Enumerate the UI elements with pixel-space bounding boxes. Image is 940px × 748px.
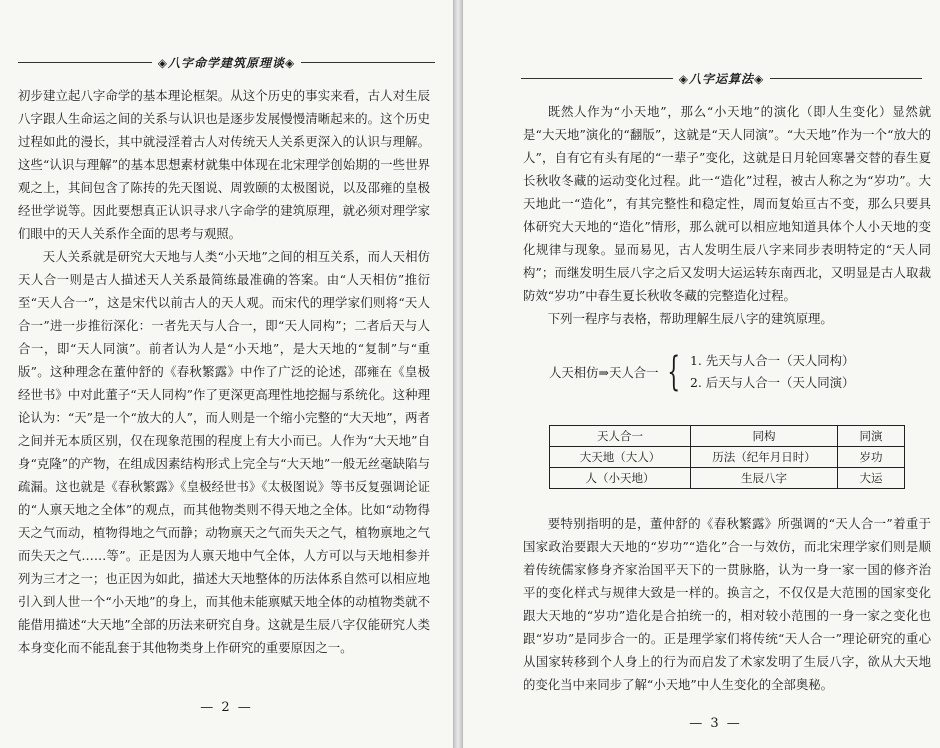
flow-branches	[690, 350, 854, 394]
right-header-title: ◈八字运算法◈	[678, 71, 765, 86]
table-cell: 岁功	[838, 447, 905, 468]
table-cell: 大运	[838, 468, 905, 489]
right-paragraph-1: 既然人作为“小天地”，那么“小天地”的演化（即人生变化）显然就是“大天地”演化的“翻版”，这就是“天人同演”。“大天地”作为一个“放大的人”，自有它有头有尾的“一辈子”变化，这就是日月轮回寒暑交替的春生夏长秋收冬藏的运动变化过程。此一“造化”过程，被古人称之为“岁功”。大天地此一“造化”，有其完整性和稳定性，周而复始亘古不变，那么只要具体研究大天地的“造化”情形，那么就可以相应地知道具体个人小天地的变化规律与现象。显而易见，古人发明生辰八字来同步表明特定的“天人同构”；而继发明生辰八字之后又发明大运运转东南西北，又明显是古人取裁防效“岁功”中春生夏长秋收冬藏的完整造化过程。	[523, 104, 931, 303]
book-gutter	[454, 0, 462, 748]
right-page-number: — 3 —	[689, 716, 742, 731]
header-rule-left	[18, 62, 152, 63]
left-body	[18, 84, 430, 659]
table-row	[550, 468, 905, 489]
table-cell: 历法（纪年月日时）	[691, 447, 838, 468]
flow-branch-2: 2. 后天与人合一（天人同演）	[689, 375, 855, 390]
table-header-row	[550, 426, 905, 447]
relationship-flow	[549, 350, 854, 394]
right-body-top	[523, 100, 931, 330]
flow-branch-1: 1. 先天与人合一（天人同构）	[689, 353, 855, 368]
right-page	[462, 0, 940, 748]
table-row	[550, 447, 905, 468]
right-paragraph-2: 下列一程序与表格，帮助理解生辰八字的建筑原理。	[547, 311, 833, 326]
table-header-cell: 同构	[691, 426, 838, 447]
left-page	[0, 0, 454, 748]
table-header-cell: 天人合一	[550, 426, 691, 447]
header-rule-left	[521, 78, 673, 79]
table-cell: 人（小天地）	[550, 468, 691, 489]
right-body-bottom	[523, 512, 931, 696]
left-running-header	[18, 52, 435, 72]
flow-source: 人天相仿⇒天人合一	[549, 365, 659, 380]
table-header-cell: 同演	[838, 426, 905, 447]
left-header-title: ◈八字命学建筑原理谈◈	[157, 55, 296, 70]
right-running-header	[521, 68, 922, 88]
table-cell: 生辰八字	[691, 468, 838, 489]
table-cell: 大天地（大人）	[550, 447, 691, 468]
header-rule-right	[301, 62, 435, 63]
flow-brace: {	[666, 349, 680, 395]
left-paragraph-1: 初步建立起八字命学的基本理论框架。从这个历史的事实来看，古人对生辰八字跟人生命运之间的关系与认识也是逐步发展慢慢清晰起来的。这个历史过程如此的漫长，其中就浸淫着古人对传统天人关系更深入的认识与理解。这些“认识与理解”的基本思想素材就集中体现在北宋理学创始期的一些世界观之上，其间包含了陈抟的先天图说、周敦颐的太极图说，以及邵雍的皇极经世学说等。因此要想真正认识寻求八字命学的建筑原理，就必须对理学家们眼中的天人关系作全面的思考与观照。	[18, 88, 430, 241]
left-paragraph-2: 天人关系就是研究大天地与人类“小天地”之间的相互关系，而人天相仿天人合一则是古人描述天人关系最简练最准确的答案。由“人天相仿”推衍至“天人合一”，这是宋代以前古人的天人观。而宋代的理学家们则将“天人合一”进一步推衍深化：一者先天与人合一，即“天人同构”；二者后天与人合一，即“天人同演”。前者认为人是“小天地”，是大天地的“复制”与“重版”。这种理念在董仲舒的《春秋繁露》中作了广泛的论述，邵雍在《皇极经世书》中对此董子“天人同构”作了更深更高理性地挖掘与系统化。这种理论认为：“天”是一个“放大的人”，而人则是一个缩小完整的“大天地”，两者之间并无本质区别，仅在现象范围的程度上有大小而已。人作为“大天地”自身“克隆”的产物，在组成因素结构形式上完全与“大天地”一般无丝毫缺陷与疏漏。这也就是《春秋繁露》《皇极经世书》《太极图说》等书反复强调论证的“人禀天地之全体”的观点，而其他物类则不得天地之全体。比如“动物得天之气而动，植物得地之气而静；动物禀天之气而失天之气，植物禀地之气而失天之气……等”。正是因为人禀天地中气全体，人方可以与天地相参并列为三才之一；也正因为如此，描述大天地整体的历法体系自然可以相应地引入到人世一个“小天地”的身上，而其他未能禀赋天地全体的动植物类就不能借用描述“大天地”全部的历法来研究自身。这就是生辰八字仅能研究人类本身变化而不能乱套于其他物类身上作研究的重要原因之一。	[18, 249, 430, 655]
right-paragraph-3: 要特别指明的是，董仲舒的《春秋繁露》所强调的“天人合一”着重于国家政治要跟大天地的“岁功”“造化”合一与效仿，而北宋理学家们则是顺着传统儒家修身齐家治国平天下的一贯脉胳，认为一身一家一国的修齐治平的变化样式与规律大致是一样的。换言之，不仅仅是大范围的国家变化跟大天地的“岁功”造化是合拍统一的，相对较小范围的一身一家之变化也跟“岁功”是同步合一的。正是理学家们将传统“天人合一”理论研究的重心从国家转移到个人身上的行为而启发了术家发明了生辰八字，欲从大天地的变化当中来同步了解“小天地”中人生变化的全部奥秘。	[523, 516, 931, 692]
header-rule-right	[770, 78, 922, 79]
left-page-number: — 2 —	[200, 700, 253, 715]
relationship-table	[549, 425, 905, 489]
